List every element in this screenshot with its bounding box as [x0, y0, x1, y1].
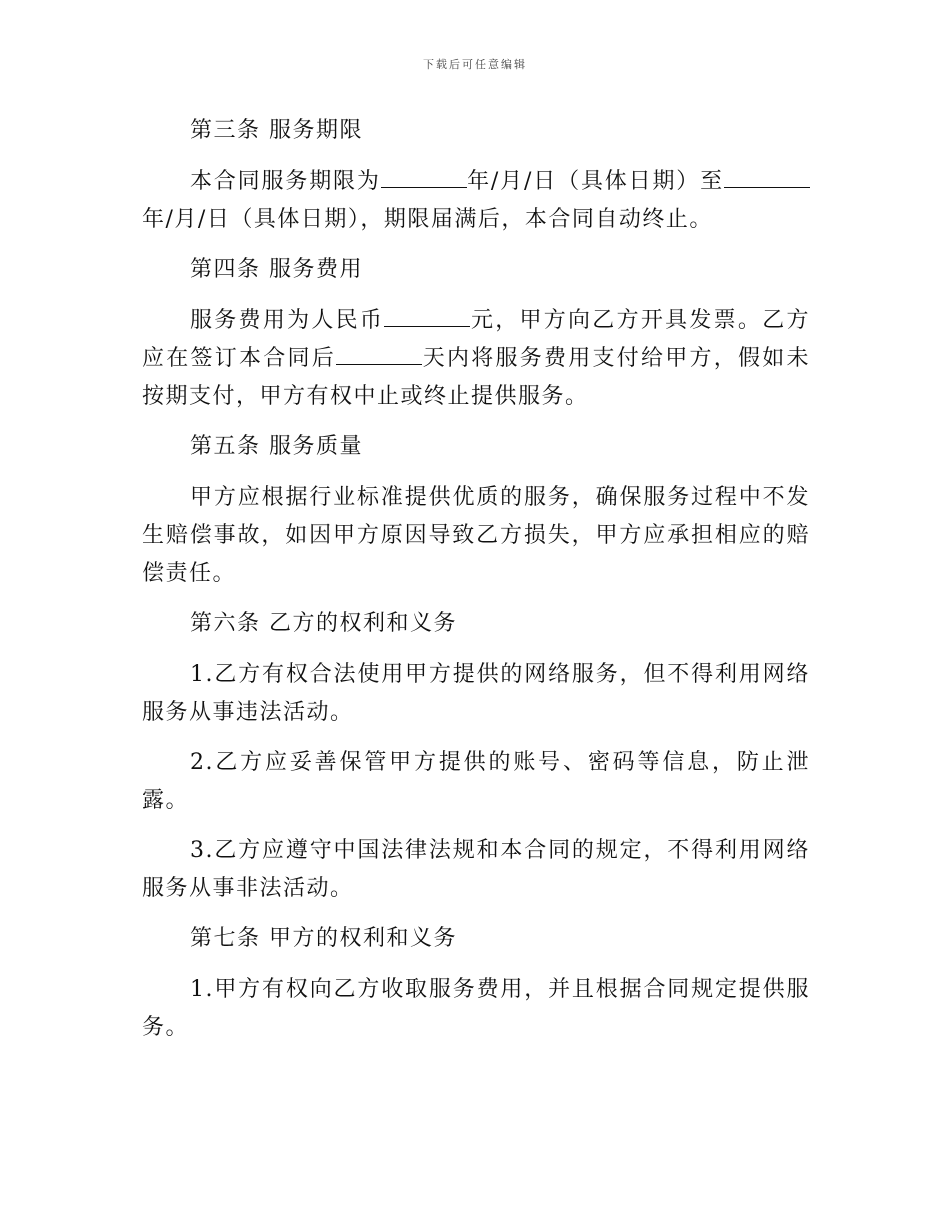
article-3-text-b: 年/月/日（具体日期）至	[466, 169, 724, 194]
article-3-text-a: 本合同服务期限为	[190, 169, 381, 194]
document-body	[142, 112, 810, 1059]
article-4-title: 第四条 服务费用	[190, 257, 363, 282]
article-6-item-3: 3.乙方应遵守中国法律法规和本合同的规定，不得利用网络服务从事非法活动。	[142, 838, 810, 901]
article-5-paragraph: 甲方应根据行业标准提供优质的服务，确保服务过程中不发生赔偿事故，如因甲方原因导致乙方损失，甲方应承担相应的赔偿责任。	[142, 485, 810, 586]
start-date-blank	[381, 163, 467, 188]
article-4-text-b: 元，甲方向乙方开具发票。乙方应在签订本合同后	[142, 308, 810, 371]
article-6-title: 第六条 乙方的权利和义务	[190, 611, 457, 636]
article-5-title: 第五条 服务质量	[190, 434, 363, 459]
article-6-item-1: 1.乙方有权合法使用甲方提供的网络服务，但不得利用网络服务从事违法活动。	[142, 662, 810, 725]
article-3-paragraph	[142, 163, 810, 239]
payment-days-blank	[336, 340, 422, 365]
page-header: 下载后可任意编辑	[423, 58, 527, 71]
article-6-item-2: 2.乙方应妥善保管甲方提供的账号、密码等信息，防止泄露。	[142, 750, 810, 813]
article-3-text-c: 年/月/日（具体日期），期限届满后，本合同自动终止。	[142, 207, 713, 232]
article-3-title: 第三条 服务期限	[190, 118, 363, 143]
fee-amount-blank	[384, 302, 470, 327]
article-7-title: 第七条 甲方的权利和义务	[190, 926, 457, 951]
article-4-text-a: 服务费用为人民币	[190, 308, 385, 333]
article-4-paragraph	[142, 302, 810, 416]
end-date-blank	[724, 163, 810, 188]
article-4-text-c: 天内将服务费用支付给甲方，假如未按期支付，甲方有权中止或终止提供服务。	[142, 346, 810, 409]
article-7-item-1: 1.甲方有权向乙方收取服务费用，并且根据合同规定提供服务。	[142, 977, 810, 1040]
